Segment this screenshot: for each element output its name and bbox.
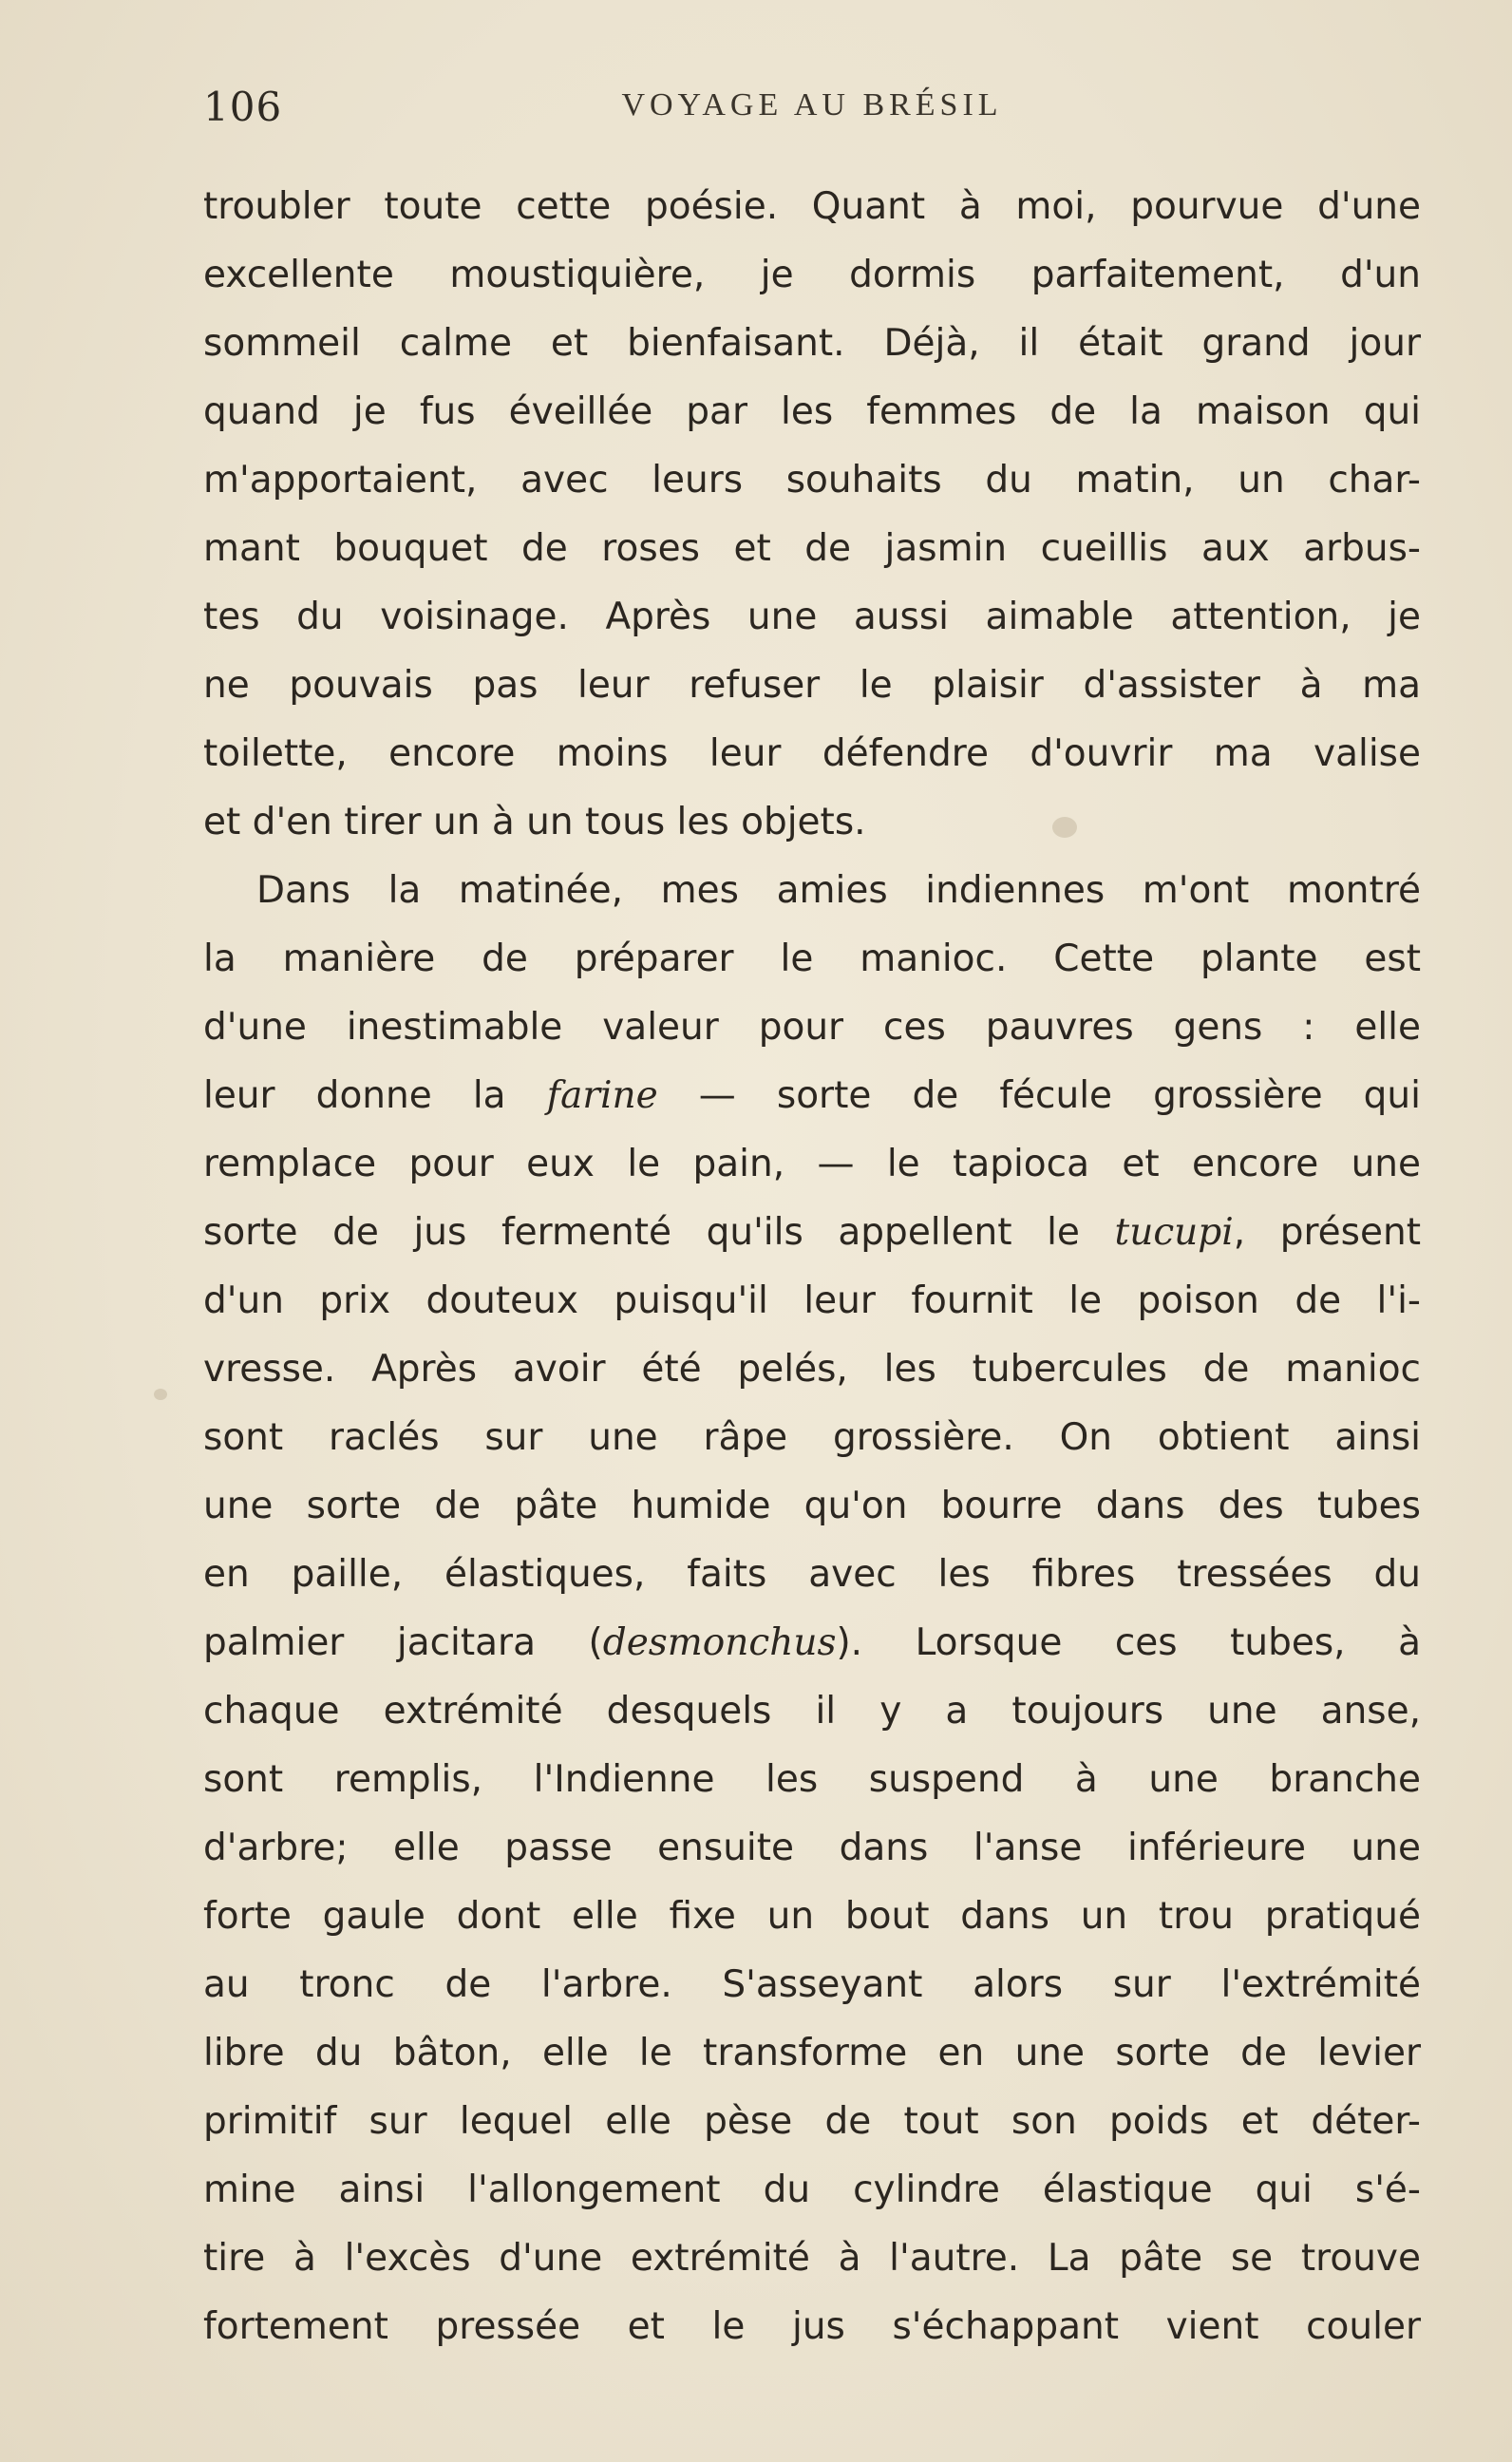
body-text <box>203 173 1421 2361</box>
text-line: au tronc de l'arbre. S'asseyant alors sur l'extrémité <box>203 1963 1421 2006</box>
text-line-paragraph-end: et d'en tirer un à un tous les objets. <box>203 801 866 843</box>
text-line: vresse. Après avoir été pelés, les tubercules de manioc <box>203 1348 1421 1391</box>
text-line: excellente moustiquière, je dormis parfaitement, d'un <box>203 254 1421 296</box>
text-line: la manière de préparer le manioc. Cette plante est <box>203 937 1421 980</box>
text-line: d'arbre; elle passe ensuite dans l'anse inférieure une <box>203 1827 1421 1869</box>
text-line: d'un prix douteux puisqu'il leur fournit le poison de l'i- <box>203 1279 1421 1322</box>
text-line: toilette, encore moins leur défendre d'ouvrir ma valise <box>203 732 1421 775</box>
text-line: tire à l'excès d'une extrémité à l'autre. La pâte se trouve <box>203 2237 1421 2280</box>
text-line: quand je fus éveillée par les femmes de la maison qui <box>203 390 1421 433</box>
running-head <box>203 84 1421 137</box>
page-number: 106 <box>203 84 283 130</box>
text-line: sont remplis, l'Indienne les suspend à une branche <box>203 1758 1421 1801</box>
text-line: primitif sur lequel elle pèse de tout son poids et déter- <box>203 2100 1421 2143</box>
text-line: chaque extrémité desquels il y a toujours une anse, <box>203 1690 1421 1733</box>
text-line: troubler toute cette poésie. Quant à moi, pourvue d'une <box>203 185 1421 228</box>
text-line: ne pouvais pas leur refuser le plaisir d'assister à ma <box>203 664 1421 707</box>
italic-term: farine <box>546 1074 658 1117</box>
text-line: d'une inestimable valeur pour ces pauvres gens : elle <box>203 1006 1421 1049</box>
text-line: m'apportaient, avec leurs souhaits du matin, un char- <box>203 459 1421 502</box>
text-line: libre du bâton, elle le transforme en une sorte de levier <box>203 2032 1421 2074</box>
running-title: VOYAGE AU BRÉSIL <box>621 87 1003 123</box>
text-line: une sorte de pâte humide qu'on bourre dans des tubes <box>203 1485 1421 1527</box>
italic-term: desmonchus <box>602 1621 837 1664</box>
text-line: forte gaule dont elle fixe un bout dans un trou pratiqué <box>203 1895 1421 1938</box>
text-line-paragraph-start: Dans la matinée, mes amies indiennes m'ont montré <box>256 869 1421 912</box>
text-line: palmier jacitara (desmonchus). Lorsque ces tubes, à <box>203 1621 1421 1664</box>
text-line: mine ainsi l'allongement du cylindre élastique qui s'é- <box>203 2168 1421 2211</box>
text-line: sont raclés sur une râpe grossière. On obtient ainsi <box>203 1416 1421 1459</box>
text-line: leur donne la farine — sorte de fécule grossière qui <box>203 1074 1421 1117</box>
text-line: sorte de jus fermenté qu'ils appellent le tucupi, présent <box>203 1211 1421 1254</box>
text-line: en paille, élastiques, faits avec les fibres tressées du <box>203 1553 1421 1596</box>
text-line: mant bouquet de roses et de jasmin cueillis aux arbus- <box>203 527 1421 570</box>
text-line: remplace pour eux le pain, — le tapioca et encore une <box>203 1143 1421 1185</box>
text-line: sommeil calme et bienfaisant. Déjà, il était grand jour <box>203 322 1421 365</box>
text-line: tes du voisinage. Après une aussi aimable attention, je <box>203 596 1421 638</box>
paper-spot <box>154 1389 167 1400</box>
italic-term: tucupi <box>1114 1211 1234 1254</box>
text-line: fortement pressée et le jus s'échappant vient couler <box>203 2305 1421 2348</box>
